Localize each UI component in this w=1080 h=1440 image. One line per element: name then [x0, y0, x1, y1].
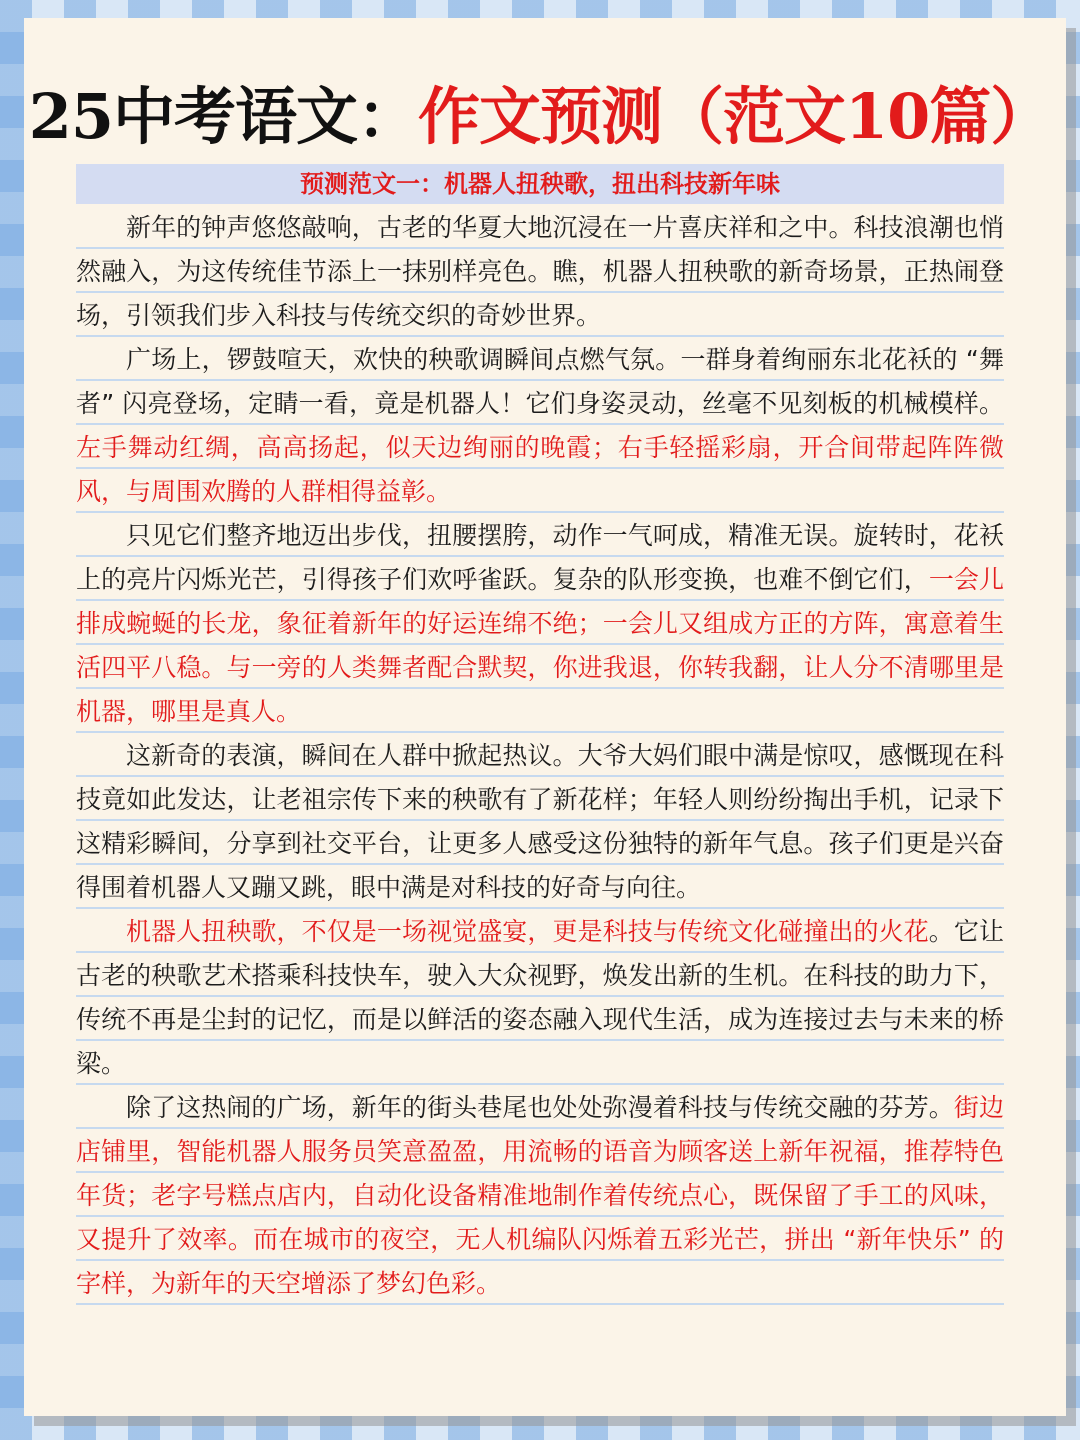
paragraph-5 — [76, 910, 1004, 1086]
highlight-run: 一会儿排成蜿蜒的长龙，象征着新年的好运连绵不绝；一会儿又组成方正的方阵，寓意着生活四平八稳。与一旁的人类舞者配合默契，你进我退，你转我翻，让人分不清哪里是机器，哪里是真人。 — [76, 565, 1004, 726]
paragraph-6 — [76, 1086, 1004, 1306]
paragraph-4 — [76, 734, 1004, 910]
text-run: 这新奇的表演，瞬间在人群中掀起热议。大爷大妈们眼中满是惊叹，感慨现在科技竟如此发达，让老祖宗传下来的秧歌有了新花样；年轻人则纷纷掏出手机，记录下这精彩瞬间，分享到社交平台，让更多人感受这份独特的新年气息。孩子们更是兴奋得围着机器人又蹦又跳，眼中满是对科技的好奇与向往。 — [76, 741, 1004, 902]
paragraph-3 — [76, 514, 1004, 734]
text-run: 只见它们整齐地迈出步伐，扭腰摆胯，动作一气呵成，精准无误。旋转时，花袄上的亮片闪烁光芒，引得孩子们欢呼雀跃。复杂的队形变换，也难不倒它们， — [76, 521, 1004, 594]
highlight-run: 街边店铺里，智能机器人服务员笑意盈盈，用流畅的语音为顾客送上新年祝福，推荐特色年货；老字号糕点店内，自动化设备精准地制作着传统点心，既保留了手工的风味，又提升了效率。而在城市的夜空，无人机编队闪烁着五彩光芒，拼出 “新年快乐” 的字样，为新年的天空增添了梦幻色彩。 — [76, 1093, 1004, 1298]
paragraph-2 — [76, 338, 1004, 514]
page-title — [0, 72, 1080, 162]
text-run: 。它让古老的秧歌艺术搭乘科技快车，驶入大众视野，焕发出新的生机。在科技的助力下，传统不再是尘封的记忆，而是以鲜活的姿态融入现代生活，成为连接过去与未来的桥梁。 — [76, 917, 1004, 1078]
paragraph-1 — [76, 206, 1004, 338]
title-prefix: 25中考语文： — [28, 80, 418, 153]
highlight-run: 机器人扭秧歌，不仅是一场视觉盛宴，更是科技与传统文化碰撞出的火花 — [126, 917, 929, 946]
highlight-run: 左手舞动红绸，高高扬起，似天边绚丽的晚霞；右手轻摇彩扇，开合间带起阵阵微风，与周围欢腾的人群相得益彰。 — [76, 433, 1004, 506]
text-run: 除了这热闹的广场，新年的街头巷尾也处处弥漫着科技与传统交融的芬芳。 — [126, 1093, 954, 1122]
essay-body — [76, 206, 1004, 1306]
text-run: 新年的钟声悠悠敲响，古老的华夏大地沉浸在一片喜庆祥和之中。科技浪潮也悄然融入，为这传统佳节添上一抹别样亮色。瞧，机器人扭秧歌的新奇场景，正热闹登场，引领我们步入科技与传统交织的奇妙世界。 — [76, 213, 1004, 330]
text-run: 广场上，锣鼓喧天，欢快的秧歌调瞬间点燃气氛。一群身着绚丽东北花袄的 “舞者” 闪亮登场，定睛一看，竟是机器人！它们身姿灵动，丝毫不见刻板的机械模样。 — [76, 345, 1004, 418]
essay-subtitle: 预测范文一：机器人扭秧歌，扭出科技新年味 — [76, 164, 1004, 204]
title-highlight: 作文预测（范文10篇） — [418, 80, 1052, 153]
